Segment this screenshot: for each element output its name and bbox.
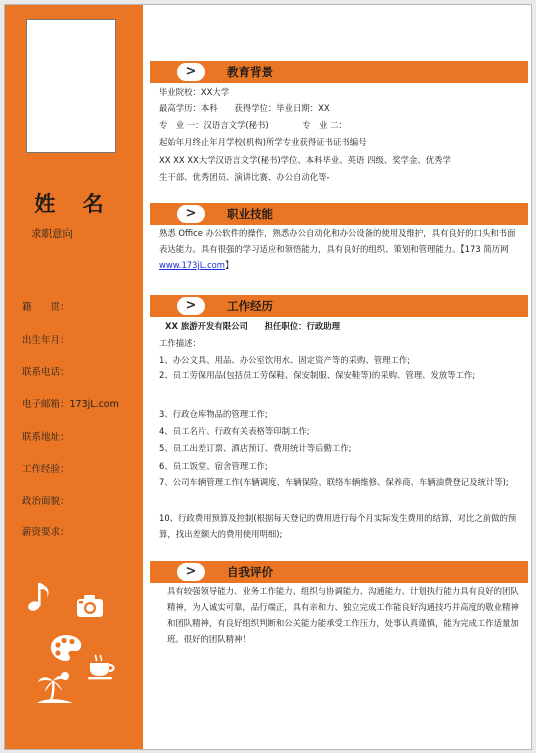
exp-item-4: 4、员工名片、行政有关表格等印制工作; bbox=[159, 426, 310, 436]
edu-header-row: 起始年月终止年月学校(机构)所学专业获得证书证书编号 bbox=[159, 137, 367, 147]
exp-company: XX 旅游开发有限公司 担任职位：行政助理 bbox=[165, 321, 340, 331]
resume-page bbox=[4, 4, 532, 750]
self-text: 具有较强领导能力、业务工作能力、组织与协调能力、沟通能力、计划执行能力具有良好的团队精神，为人诚实可靠，品行端正，具有亲和力、独立完成工作能良好沟通技巧并高度的敬业精神和团队精神，有良好组织判断和公关能力能承受工作压力，处事认真谨慎，能为完成工作适量加班。很好的团队精神！ bbox=[167, 586, 519, 644]
info-native-place: 籍 贯： bbox=[22, 302, 70, 313]
edu-detail-2: 生干部、优秀团员、演讲比赛、办公自动化等- bbox=[159, 172, 330, 182]
exp-item-6: 6、员工饭堂、宿舍管理工作; bbox=[159, 461, 268, 471]
info-salary: 薪资要求： bbox=[22, 527, 70, 538]
chevron-right-icon: > bbox=[177, 563, 205, 581]
exp-item-10: 10、行政费用预算及控制(根据每天登记的费用进行每个月实际发生费用的结算，对比之前做的预算，找出差额大的费用使用明细); bbox=[159, 513, 517, 539]
website-link[interactable]: www.173jL.com bbox=[159, 260, 225, 270]
edu-detail-1: XX XX XX大学汉语言文学(秘书)学位、本科毕业、英语 四级、奖学金、优秀学 bbox=[159, 155, 451, 165]
photo-placeholder bbox=[26, 19, 116, 153]
skills-tail: 】 bbox=[224, 260, 234, 270]
camera-icon bbox=[75, 593, 105, 619]
section-title: 职业技能 bbox=[227, 207, 273, 221]
edu-school: 毕业院校：XX大学 bbox=[159, 87, 230, 97]
section-title: 工作经历 bbox=[227, 299, 273, 313]
section-title: 自我评价 bbox=[227, 565, 273, 579]
info-address: 联系地址： bbox=[22, 432, 70, 443]
exp-item-2: 2、员工劳保用品(包括员工劳保鞋、保安制服、保安鞋等)的采购、管理、发放等工作; bbox=[159, 370, 476, 380]
info-experience: 工作经验： bbox=[22, 464, 70, 475]
coffee-cup-icon bbox=[87, 653, 117, 681]
exp-item-5: 5、员工出差订票、酒店预订、费用统计等后勤工作; bbox=[159, 443, 352, 453]
palm-tree-icon bbox=[35, 669, 75, 705]
section-header-skills bbox=[150, 203, 528, 225]
section-header-self bbox=[150, 561, 528, 583]
exp-item-7: 7、公司车辆管理工作(车辆调度、车辆保险、联络车辆维修、保养商、车辆油费登记及统计等); bbox=[159, 477, 509, 487]
chevron-right-icon: > bbox=[177, 63, 205, 81]
main-content bbox=[143, 5, 532, 750]
skills-text bbox=[159, 225, 521, 273]
exp-item-1: 1、办公文具、用品、办公室饮用水、固定资产等的采购、管理工作; bbox=[159, 355, 411, 365]
section-title: 教育背景 bbox=[227, 65, 273, 79]
info-political-status: 政治面貌： bbox=[22, 496, 70, 507]
chevron-right-icon: > bbox=[177, 297, 205, 315]
candidate-name: 姓 名 bbox=[34, 192, 114, 216]
info-phone: 联系电话： bbox=[22, 367, 70, 378]
edu-degree: 最高学历：本科 获得学位：毕业日期：XX bbox=[159, 103, 330, 113]
section-header-experience bbox=[150, 295, 528, 317]
job-intent: 求职意向 bbox=[31, 228, 73, 240]
edu-major: 专 业 一：汉语言文学(秘书) 专 业 二： bbox=[159, 120, 347, 130]
exp-item-3: 3、行政仓库物品的管理工作; bbox=[159, 409, 268, 419]
chevron-right-icon: > bbox=[177, 205, 205, 223]
music-note-icon bbox=[25, 579, 55, 613]
section-header-education bbox=[150, 61, 528, 83]
sidebar bbox=[5, 5, 143, 750]
exp-desc-label: 工作描述： bbox=[159, 338, 201, 348]
palette-icon bbox=[49, 633, 83, 663]
info-email: 电子邮箱：173jL.com bbox=[22, 399, 119, 410]
info-birth-date: 出生年月： bbox=[22, 335, 70, 346]
skills-body: 熟悉 Office 办公软件的操作，熟悉办公自动化和办公设备的使用及维护，具有良好的口头和书面表达能力。具有很强的学习适应和领悟能力，具有良好的组织、策划和管理能力。【173 简历网 bbox=[159, 228, 516, 254]
